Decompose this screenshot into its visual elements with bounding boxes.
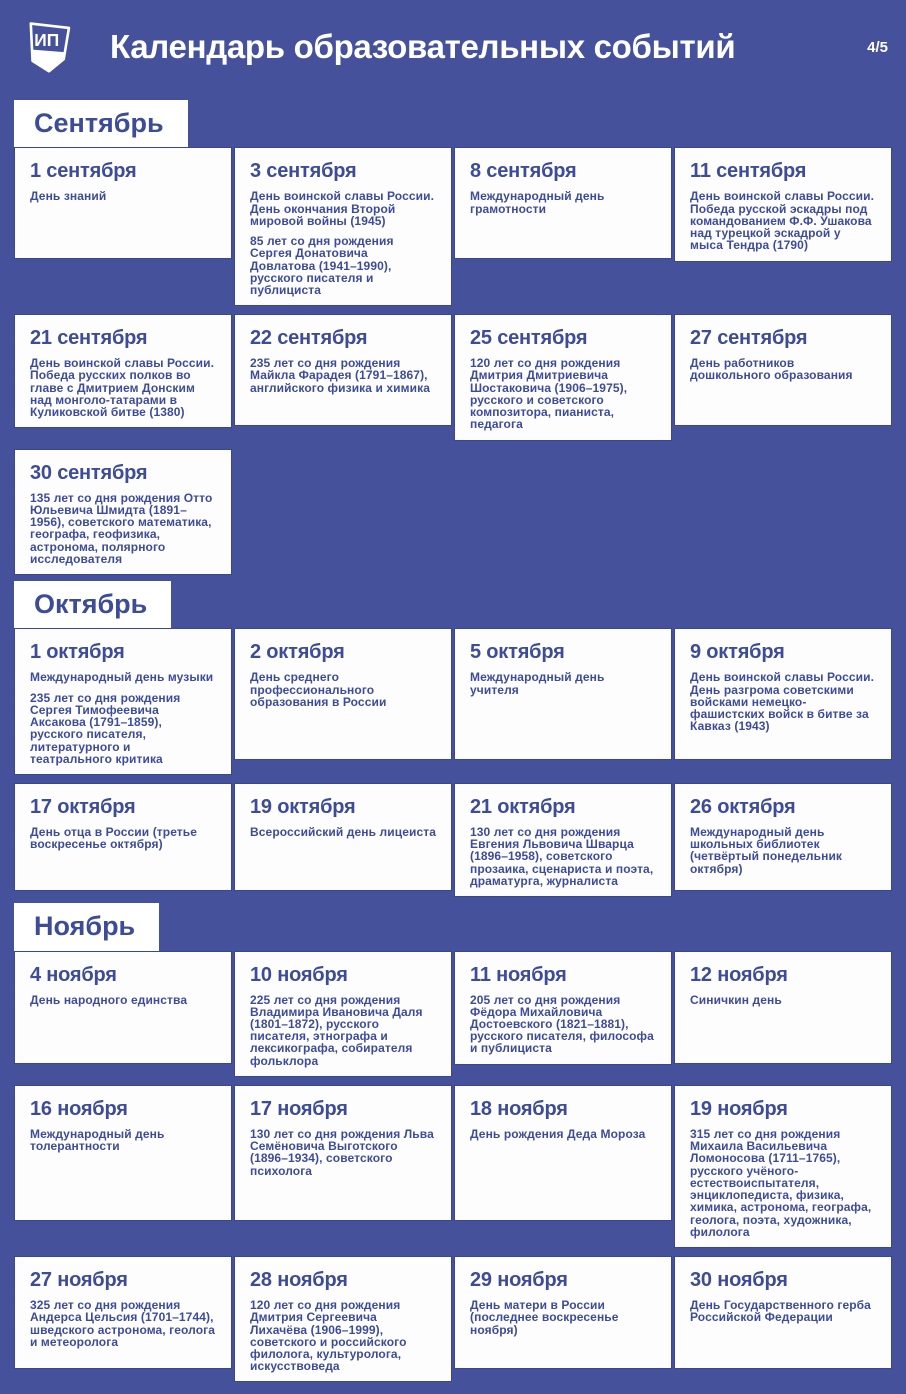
event-card — [234, 628, 452, 760]
month-header: Сентябрь — [14, 100, 188, 147]
event-date: 5 октября — [470, 641, 565, 664]
month-section — [14, 903, 892, 1382]
event-description: 120 лет со дня рождения Дмитрия Дмитриевича Шостаковича (1906–1975), русского и советского композитора, пианиста, педагога — [470, 356, 628, 432]
event-date: 4 ноября — [30, 963, 117, 986]
event-description: Международный день грамотности — [470, 189, 605, 216]
event-card — [234, 951, 452, 1077]
header — [14, 0, 892, 88]
event-date: 12 ноября — [690, 963, 788, 986]
event-description: 135 лет со дня рождения Отто Юльевича Шмидта (1891–1956), советского математика, географа, геофизика, астронома, полярного исследователя — [30, 490, 213, 566]
calendar-sections — [14, 100, 892, 1382]
event-description: Синичкин день — [690, 992, 782, 1007]
event-description: День знаний — [30, 189, 107, 204]
event-description: Международный день школьных библиотек (четвёртый понедельник октября) — [690, 825, 843, 876]
event-description: 120 лет со дня рождения Дмитрия Сергеевича Лихачёва (1906–1999), советского и российского филолога, культуролога, искусствоведа — [250, 1298, 407, 1374]
event-date: 1 октября — [30, 641, 125, 664]
event-description: Международный день учителя — [470, 670, 605, 697]
event-date: 11 ноября — [470, 963, 567, 986]
event-description: День рождения Деда Мороза — [470, 1126, 646, 1141]
event-card — [454, 951, 672, 1065]
month-header: Октябрь — [14, 581, 171, 628]
event-date: 22 сентября — [250, 327, 368, 350]
event-card — [14, 1256, 232, 1369]
event-card — [454, 314, 672, 440]
event-date: 30 ноября — [690, 1269, 788, 1292]
month-grid — [14, 147, 892, 575]
event-card — [454, 147, 672, 259]
event-card — [234, 1256, 452, 1382]
event-date: 19 ноября — [690, 1097, 788, 1120]
event-date: 29 ноября — [470, 1269, 568, 1292]
event-date: 11 сентября — [690, 160, 807, 183]
event-card — [674, 1256, 892, 1369]
event-card — [234, 147, 452, 306]
event-description: 235 лет со дня рождения Сергея Тимофеевича Аксакова (1791–1859), русского писателя, литературного и театрального критика — [30, 690, 181, 766]
page-number: 4/5 — [867, 38, 888, 56]
event-card — [14, 951, 232, 1064]
event-date: 25 сентября — [470, 327, 588, 350]
event-date: 30 сентября — [30, 461, 148, 484]
event-description: 325 лет со дня рождения Андерса Цельсия (1701–1744), шведского астронома, геолога и метеоролога — [30, 1298, 216, 1349]
event-card — [454, 628, 672, 760]
event-card — [14, 314, 232, 428]
event-description: 235 лет со дня рождения Майкла Фарадея (1791–1867), английского физика и химика — [250, 356, 430, 395]
event-date: 1 сентября — [30, 160, 137, 183]
event-card — [674, 1085, 892, 1248]
event-card — [234, 783, 452, 891]
event-card — [674, 628, 892, 760]
event-date: 16 ноября — [30, 1097, 128, 1120]
month-section — [14, 100, 892, 575]
event-date: 17 ноября — [250, 1097, 348, 1120]
month-section — [14, 581, 892, 897]
event-date: 2 октября — [250, 641, 345, 664]
event-date: 21 сентября — [30, 327, 148, 350]
event-date: 27 сентября — [690, 327, 808, 350]
event-description: День среднего профессионального образования в России — [250, 670, 387, 709]
event-date: 21 октября — [470, 796, 576, 819]
event-description: День воинской славы России. Победа русских полков во главе с Дмитрием Донским над монголо-татарами в Куликовской битве (1380) — [30, 356, 215, 420]
event-description: Международный день музыки — [30, 670, 214, 685]
event-card — [674, 783, 892, 891]
event-card — [14, 783, 232, 891]
event-description: 130 лет со дня рождения Евгения Львовича Шварца (1896–1958), советского прозаика, сценариста и поэта, драматурга, журналиста — [470, 825, 654, 888]
event-date: 10 ноября — [250, 963, 348, 986]
event-description: День народного единства — [30, 992, 188, 1007]
event-date: 28 ноября — [250, 1269, 348, 1292]
event-description: 315 лет со дня рождения Михаила Васильевича Ломоносова (1711–1765), русского учёного-естествоиспытателя, энциклопедиста, физика, химика, астронома, географа, геолога, поэта, художника, филолога — [690, 1126, 872, 1239]
event-description: Всероссийский день лицеиста — [250, 825, 436, 840]
event-card — [14, 1085, 232, 1221]
month-header: Ноябрь — [14, 903, 159, 950]
event-card — [14, 628, 232, 775]
month-grid — [14, 951, 892, 1383]
event-date: 27 ноября — [30, 1269, 128, 1292]
event-date: 26 октября — [690, 796, 796, 819]
event-card — [454, 1256, 672, 1369]
event-card — [14, 147, 232, 259]
event-description: 205 лет со дня рождения Фёдора Михайловича Достоевского (1821–1881), русского писателя, философа и публициста — [470, 992, 654, 1056]
page-title: Календарь образовательных событий — [110, 28, 736, 65]
event-date: 17 октября — [30, 796, 136, 819]
event-card — [14, 449, 232, 575]
event-description: День Государственного герба Российской Федерации — [690, 1298, 871, 1325]
event-card — [674, 147, 892, 261]
event-date: 3 сентября — [250, 160, 357, 183]
event-description: День отца в России (третье воскресенье октября) — [30, 825, 198, 852]
event-date: 9 октября — [690, 641, 785, 664]
event-date: 8 сентября — [470, 160, 577, 183]
event-date: 19 октября — [250, 796, 356, 819]
svg-text:ИП: ИП — [34, 30, 60, 51]
ип-monogram-icon — [23, 17, 75, 77]
event-card — [234, 314, 452, 426]
event-card — [674, 314, 892, 426]
event-description: 85 лет со дня рождения Сергея Донатовича Довлатова (1941–1990), русского писателя и публициста — [250, 234, 394, 297]
event-description: День работников дошкольного образования — [690, 356, 853, 383]
event-description: День матери в России (последнее воскресенье ноября) — [470, 1298, 619, 1337]
event-description: День воинской славы России. Победа русской эскадры под командованием Ф.Ф. Ушакова над турецкой эскадрой у мыса Тендра (1790) — [690, 189, 875, 253]
event-card — [454, 783, 672, 897]
event-card — [454, 1085, 672, 1221]
event-card — [234, 1085, 452, 1221]
event-description: 130 лет со дня рождения Льва Семёновича Выготского (1896–1934), советского психолога — [250, 1126, 434, 1178]
event-description: 225 лет со дня рождения Владимира Ивановича Даля (1801–1872), русского писателя, этнографа и лексикографа, собирателя фольклора — [250, 992, 423, 1068]
event-date: 18 ноября — [470, 1097, 568, 1120]
month-grid — [14, 628, 892, 897]
event-description: Международный день толерантности — [30, 1126, 165, 1154]
event-description: День воинской славы России. День окончания Второй мировой войны (1945) — [250, 189, 435, 228]
event-card — [674, 951, 892, 1064]
event-description: День воинской славы России. День разгрома советскими войсками немецко-фашистских войск в битве за Кавказ (1943) — [690, 670, 875, 734]
